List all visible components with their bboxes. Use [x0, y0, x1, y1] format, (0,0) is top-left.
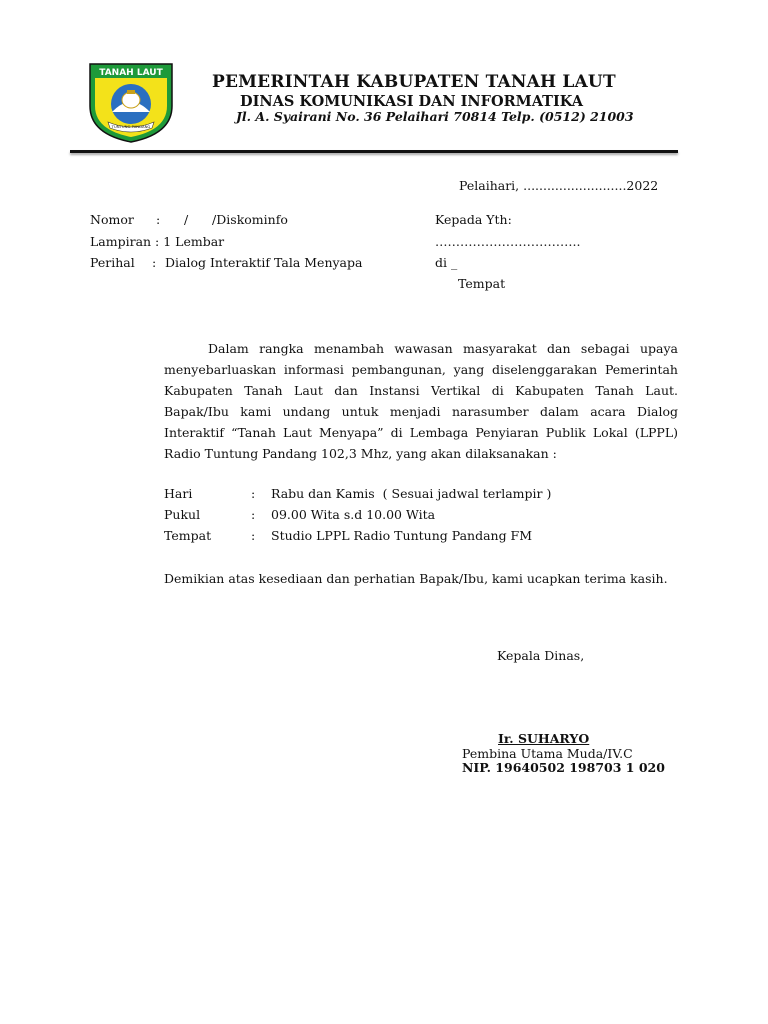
schedule-pukul-colon: : — [251, 507, 256, 522]
logo-banner-text: TANAH LAUT — [99, 68, 163, 78]
nomor-value: / /Diskominfo — [184, 212, 288, 227]
signature-title: Kepala Dinas, — [497, 648, 585, 663]
recipient-kepada: Kepada Yth: — [435, 212, 512, 227]
letterhead-address: Jl. A. Syairani No. 36 Pelaihari 70814 Telp. (0512) 21003 — [236, 109, 634, 124]
body-paragraph-text: Dalam rangka menambah wawasan masyarakat dan sebagai upaya menyebarluaskan informasi pembangunan, yang diselenggarakan Pemerintah Kabupaten Tanah Laut dan Instansi Vertikal di Kabupaten Tanah Laut. Bapak/Ibu kami undang untuk menjadi narasumber dalam acara Dialog Interaktif “Tanah Laut Menyapa” di Lembaga Penyiaran Publik Lokal (LPPL) Radio Tuntung Pandang 102,3 Mhz, yang akan dilaksanakan : — [164, 341, 678, 461]
recipient-dots: …………………………….. — [435, 234, 581, 249]
schedule-pukul-label: Pukul — [164, 507, 201, 522]
perihal-value: Dialog Interaktif Tala Menyapa — [165, 255, 363, 270]
letterhead-divider — [70, 150, 678, 153]
perihal-colon: : — [152, 255, 157, 270]
recipient-tempat: Tempat — [458, 276, 506, 291]
perihal-label: Perihal — [90, 255, 135, 270]
schedule-tempat-label: Tempat — [164, 528, 212, 543]
schedule-tempat-value: Studio LPPL Radio Tuntung Pandang FM — [271, 528, 533, 543]
logo-ribbon-text: TUNTUNG PANDANG — [111, 124, 151, 129]
signature-nip: NIP. 19640502 198703 1 020 — [462, 760, 665, 775]
date-line: Pelaihari, ..........................2022 — [459, 178, 659, 193]
lampiran-line: Lampiran : 1 Lembar — [90, 234, 225, 249]
schedule-pukul-value: 09.00 Wita s.d 10.00 Wita — [271, 507, 436, 522]
recipient-di: di _ — [435, 255, 458, 270]
nomor-colon: : — [156, 212, 161, 227]
schedule-hari-label: Hari — [164, 486, 193, 501]
nomor-label: Nomor — [90, 212, 134, 227]
schedule-tempat-colon: : — [251, 528, 256, 543]
closing-sentence: Demikian atas kesediaan dan perhatian Bapak/Ibu, kami ucapkan terima kasih. — [164, 571, 668, 586]
schedule-hari-value: Rabu dan Kamis ( Sesuai jadwal terlampir ) — [271, 486, 552, 501]
body-paragraph — [164, 338, 678, 464]
signature-name: Ir. SUHARYO — [498, 731, 590, 746]
letterhead-government: PEMERINTAH KABUPATEN TANAH LAUT — [212, 72, 616, 92]
tanah-laut-logo — [88, 62, 174, 144]
signature-rank: Pembina Utama Muda/IV.C — [462, 746, 633, 761]
letterhead-department: DINAS KOMUNIKASI DAN INFORMATIKA — [240, 93, 584, 110]
schedule-hari-colon: : — [251, 486, 256, 501]
